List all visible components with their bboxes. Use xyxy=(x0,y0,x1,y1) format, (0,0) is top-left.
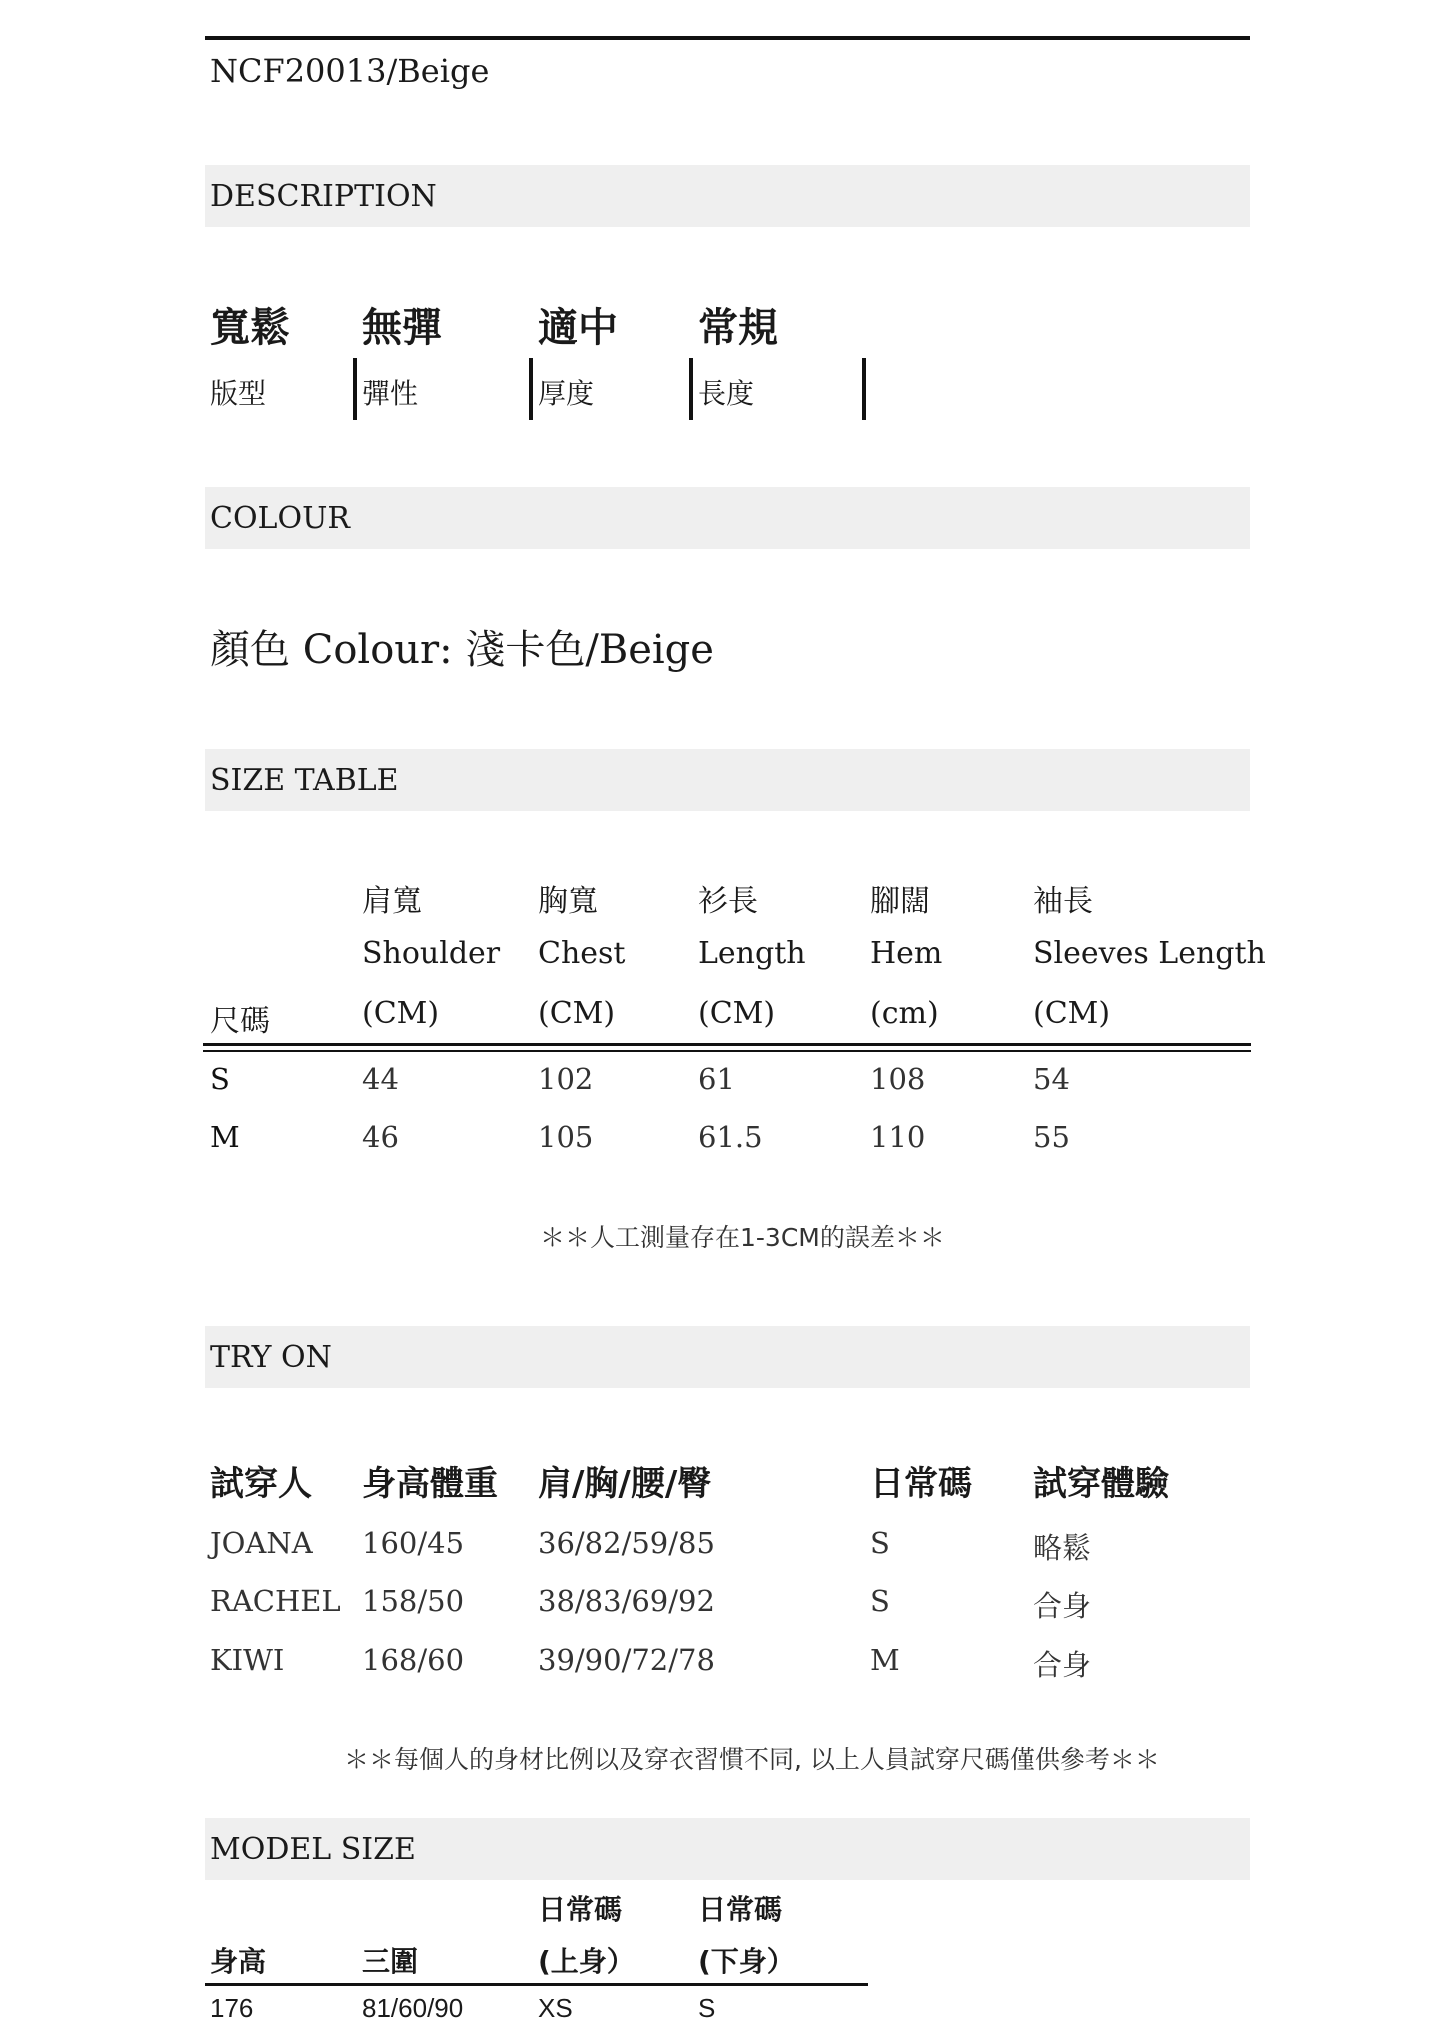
stretch-value: 無彈 xyxy=(362,305,442,351)
chest-cell: 102 xyxy=(538,1062,594,1096)
model-header-measurements: 三圍 xyxy=(362,1945,419,1978)
divider xyxy=(689,358,693,420)
divider xyxy=(529,358,533,420)
col-cn-sleeves: 袖長 xyxy=(1033,884,1093,919)
model-top-size: XS xyxy=(538,1993,573,2023)
tryon-usual-size: S xyxy=(870,1526,890,1560)
col-cn-hem: 腳闊 xyxy=(870,884,930,919)
shoulder-cell: 46 xyxy=(362,1120,399,1154)
tryon-height-weight: 168/60 xyxy=(362,1643,465,1677)
length-label: 長度 xyxy=(698,377,755,410)
colour-text: 顏色 Colour: 淺卡色/Beige xyxy=(210,627,714,673)
col-unit-chest: (CM) xyxy=(538,996,616,1031)
section-title-try-on: TRY ON xyxy=(210,1340,332,1375)
tryon-usual-size: M xyxy=(870,1643,900,1677)
section-bar-description xyxy=(205,165,1250,227)
col-cn-chest: 胸寬 xyxy=(538,884,598,919)
tryon-measurements: 38/83/69/92 xyxy=(538,1584,715,1618)
col-en-shoulder: Shoulder xyxy=(362,936,501,971)
thickness-label: 厚度 xyxy=(538,377,595,410)
top-rule xyxy=(205,36,1250,40)
try-header-experience: 試穿體驗 xyxy=(1033,1464,1169,1504)
col-unit-length: (CM) xyxy=(698,996,776,1031)
try-header-usual-size: 日常碼 xyxy=(870,1464,972,1504)
length-value: 常規 xyxy=(698,305,778,351)
try-header-person: 試穿人 xyxy=(210,1464,312,1504)
shoulder-cell: 44 xyxy=(362,1062,399,1096)
sleeves-cell: 54 xyxy=(1033,1062,1070,1096)
col-en-sleeves: Sleeves Length xyxy=(1033,936,1266,971)
hem-cell: 108 xyxy=(870,1062,926,1096)
tryon-experience: 合身 xyxy=(1033,1589,1092,1623)
section-title-size-table: SIZE TABLE xyxy=(210,763,399,798)
tryon-name: JOANA xyxy=(210,1526,313,1560)
chest-cell: 105 xyxy=(538,1120,594,1154)
tryon-experience: 略鬆 xyxy=(1033,1531,1092,1565)
section-title-colour: COLOUR xyxy=(210,501,350,536)
tryon-experience: 合身 xyxy=(1033,1648,1092,1682)
thickness-value: 適中 xyxy=(538,305,618,351)
size-cell: M xyxy=(210,1120,240,1154)
length-cell: 61.5 xyxy=(698,1120,763,1154)
section-title-description: DESCRIPTION xyxy=(210,179,437,214)
sleeves-cell: 55 xyxy=(1033,1120,1070,1154)
section-bar-model-size xyxy=(205,1818,1250,1880)
tryon-usual-size: S xyxy=(870,1584,890,1618)
model-header-usual-bottom: 日常碼 xyxy=(698,1893,783,1926)
col-cn-length: 衫長 xyxy=(698,884,758,919)
table-rule xyxy=(203,1050,1251,1052)
try-header-measurements: 肩/胸/腰/臀 xyxy=(538,1464,712,1504)
col-en-hem: Hem xyxy=(870,936,943,971)
length-cell: 61 xyxy=(698,1062,735,1096)
divider xyxy=(862,358,866,420)
model-header-top: (上身） xyxy=(538,1945,635,1978)
section-title-model-size: MODEL SIZE xyxy=(210,1832,416,1867)
model-header-usual-top: 日常碼 xyxy=(538,1893,623,1926)
model-measurements: 81/60/90 xyxy=(362,1993,464,2023)
col-unit-sleeves: (CM) xyxy=(1033,996,1111,1031)
col-cn-shoulder: 肩寬 xyxy=(362,884,422,919)
divider xyxy=(353,358,357,420)
tryon-measurements: 36/82/59/85 xyxy=(538,1526,715,1560)
col-en-length: Length xyxy=(698,936,806,971)
model-header-bottom: (下身） xyxy=(698,1945,795,1978)
stretch-label: 彈性 xyxy=(362,377,419,410)
tryon-name: KIWI xyxy=(210,1643,285,1677)
hem-cell: 110 xyxy=(870,1120,926,1154)
section-bar-size-table xyxy=(205,749,1250,811)
model-height: 176 xyxy=(210,1993,254,2023)
fit-label: 版型 xyxy=(210,377,267,410)
col-unit-hem: (cm) xyxy=(870,996,939,1031)
col-en-chest: Chest xyxy=(538,936,626,971)
size-label: 尺碼 xyxy=(210,1004,270,1039)
section-bar-colour xyxy=(205,487,1250,549)
tryon-measurements: 39/90/72/78 xyxy=(538,1643,715,1677)
try-header-height-weight: 身高體重 xyxy=(362,1464,498,1504)
model-header-height: 身高 xyxy=(210,1945,267,1978)
model-table-rule xyxy=(205,1983,868,1986)
product-sku: NCF20013/Beige xyxy=(210,52,490,90)
tryon-note: ＊＊每個人的身材比例以及穿衣習慣不同, 以上人員試穿尺碼僅供參考＊＊ xyxy=(344,1745,1160,1774)
measurement-note: ＊＊人工測量存在1-3CM的誤差＊＊ xyxy=(540,1223,945,1252)
tryon-height-weight: 160/45 xyxy=(362,1526,465,1560)
model-bottom-size: S xyxy=(698,1993,716,2023)
col-unit-shoulder: (CM) xyxy=(362,996,440,1031)
tryon-height-weight: 158/50 xyxy=(362,1584,465,1618)
size-cell: S xyxy=(210,1062,230,1096)
section-bar-try-on xyxy=(205,1326,1250,1388)
tryon-name: RACHEL xyxy=(210,1584,341,1618)
fit-value: 寬鬆 xyxy=(210,305,290,351)
table-rule xyxy=(203,1043,1251,1046)
